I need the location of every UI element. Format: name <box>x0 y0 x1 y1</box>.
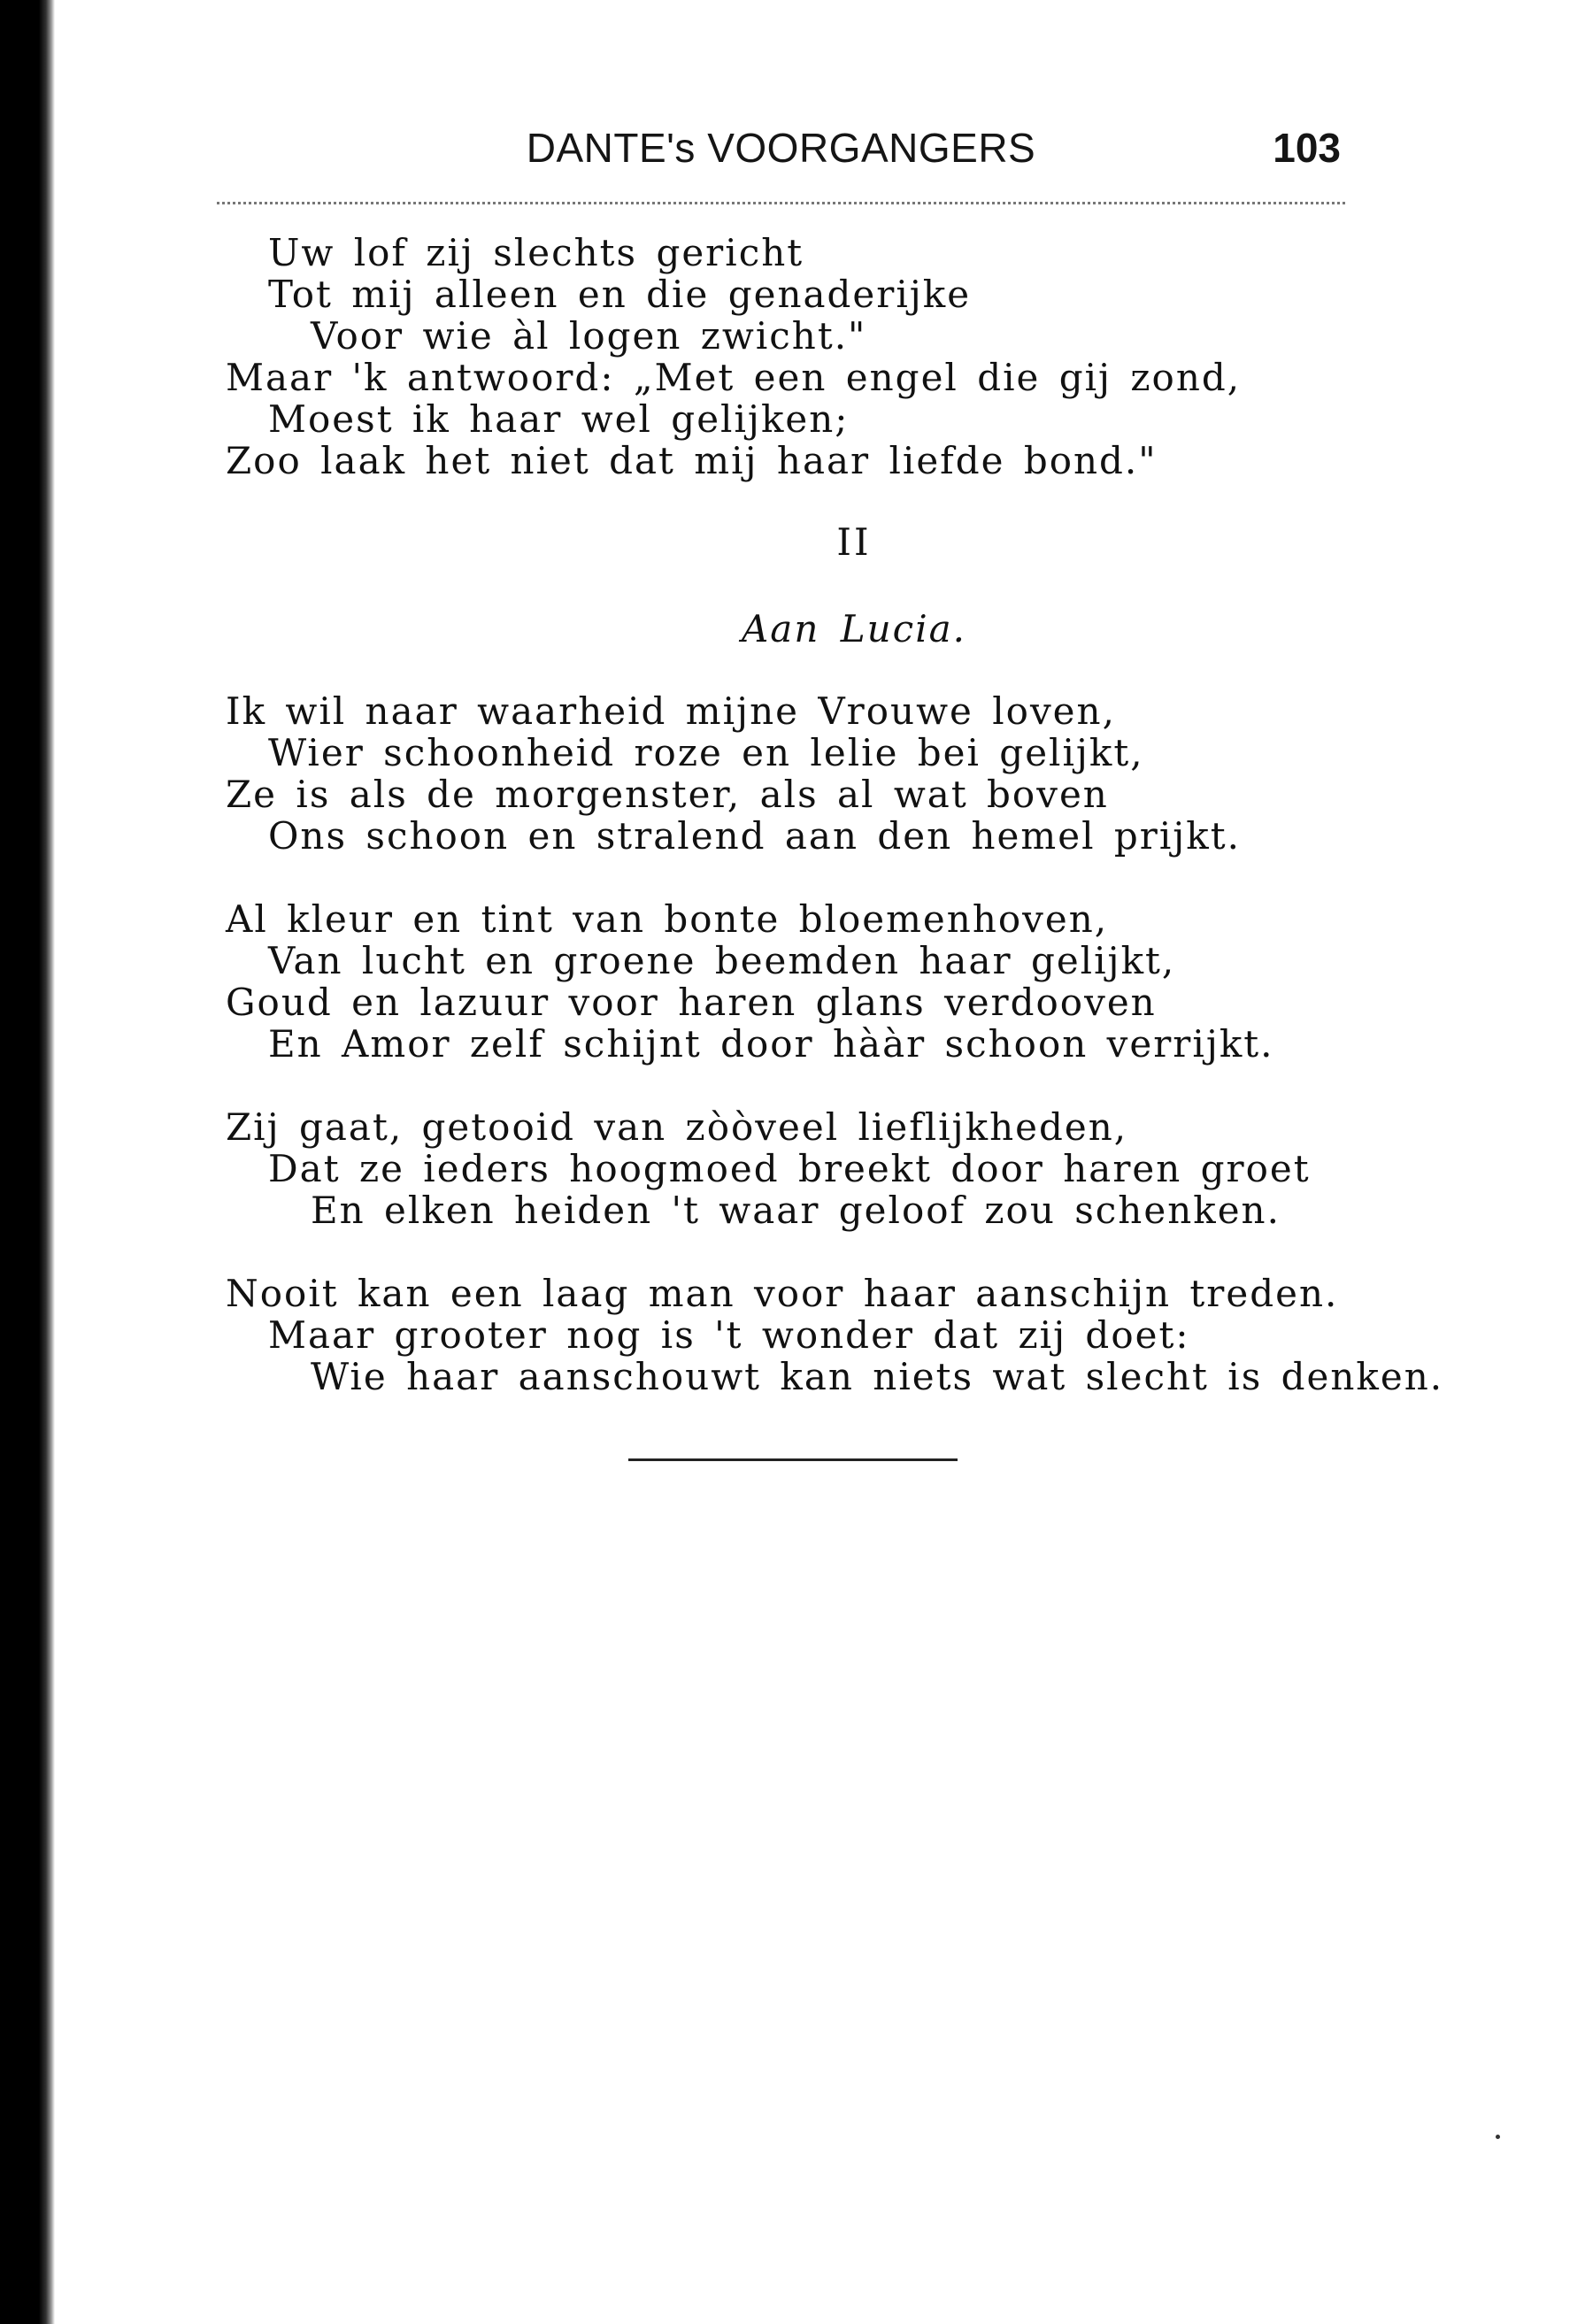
verse-line: Zoo laak het niet dat mij haar liefde bond." <box>226 439 1158 482</box>
running-title: DANTE's VOORGANGERS <box>526 125 1036 171</box>
verse-line: Al kleur en tint van bonte bloemenhoven, <box>226 897 1109 941</box>
stanza-3 <box>226 1106 1367 1231</box>
sonnet <box>226 689 1444 1439</box>
verse-line: Dat ze ieders hoogmoed breekt door haren groet <box>268 1147 1311 1190</box>
end-rule <box>628 1458 958 1461</box>
running-head <box>221 124 1341 186</box>
verse-line: Wier schoonheid roze en lelie bei gelijkt, <box>268 731 1144 774</box>
book-spine-edge <box>0 0 55 2324</box>
poem-title: Aan Lucia. <box>741 607 967 650</box>
stanza-1 <box>226 690 1367 857</box>
verse-line: Ik wil naar waarheid mijne Vrouwe loven, <box>226 689 1116 733</box>
verse-line: Ze is als de morgenster, als al wat boven <box>226 773 1109 816</box>
verse-line: Maar 'k antwoord: „Met een engel die gij zond, <box>226 356 1242 399</box>
stanza-4 <box>226 1272 1444 1398</box>
verse-line: Uw lof zij slechts gericht <box>268 231 804 274</box>
verse-line: Nooit kan een laag man voor haar aanschijn treden. <box>226 1272 1339 1315</box>
verse-line: En elken heiden 't waar geloof zou schenken. <box>311 1189 1281 1232</box>
verse-line: Moest ik haar wel gelijken; <box>268 397 850 441</box>
verse-line: Zij gaat, getooid van zòòveel lieflijkheden, <box>226 1105 1128 1149</box>
page-number: 103 <box>1273 125 1341 171</box>
verse-line: Wie haar aanschouwt kan niets wat slecht is denken. <box>311 1355 1444 1398</box>
opening-stanza <box>226 232 1367 481</box>
verse-line: Goud en lazuur voor haren glans verdooven <box>226 981 1157 1024</box>
verse-line: Voor wie àl logen zwicht." <box>311 314 867 358</box>
stanza-2 <box>226 898 1367 1065</box>
verse-line: Ons schoon en stralend aan den hemel prijkt. <box>268 814 1241 858</box>
section-number: II <box>836 520 872 564</box>
print-speck <box>1496 2135 1500 2139</box>
verse-line: Maar grooter nog is 't wonder dat zij doet: <box>268 1313 1190 1357</box>
verse-line: Van lucht en groene beemden haar gelijkt, <box>268 939 1176 982</box>
verse-line: En Amor zelf schijnt door hààr schoon verrijkt. <box>268 1022 1274 1066</box>
verse-line: Tot mij alleen en die genaderijke <box>268 273 972 316</box>
header-dotted-rule <box>217 202 1345 204</box>
